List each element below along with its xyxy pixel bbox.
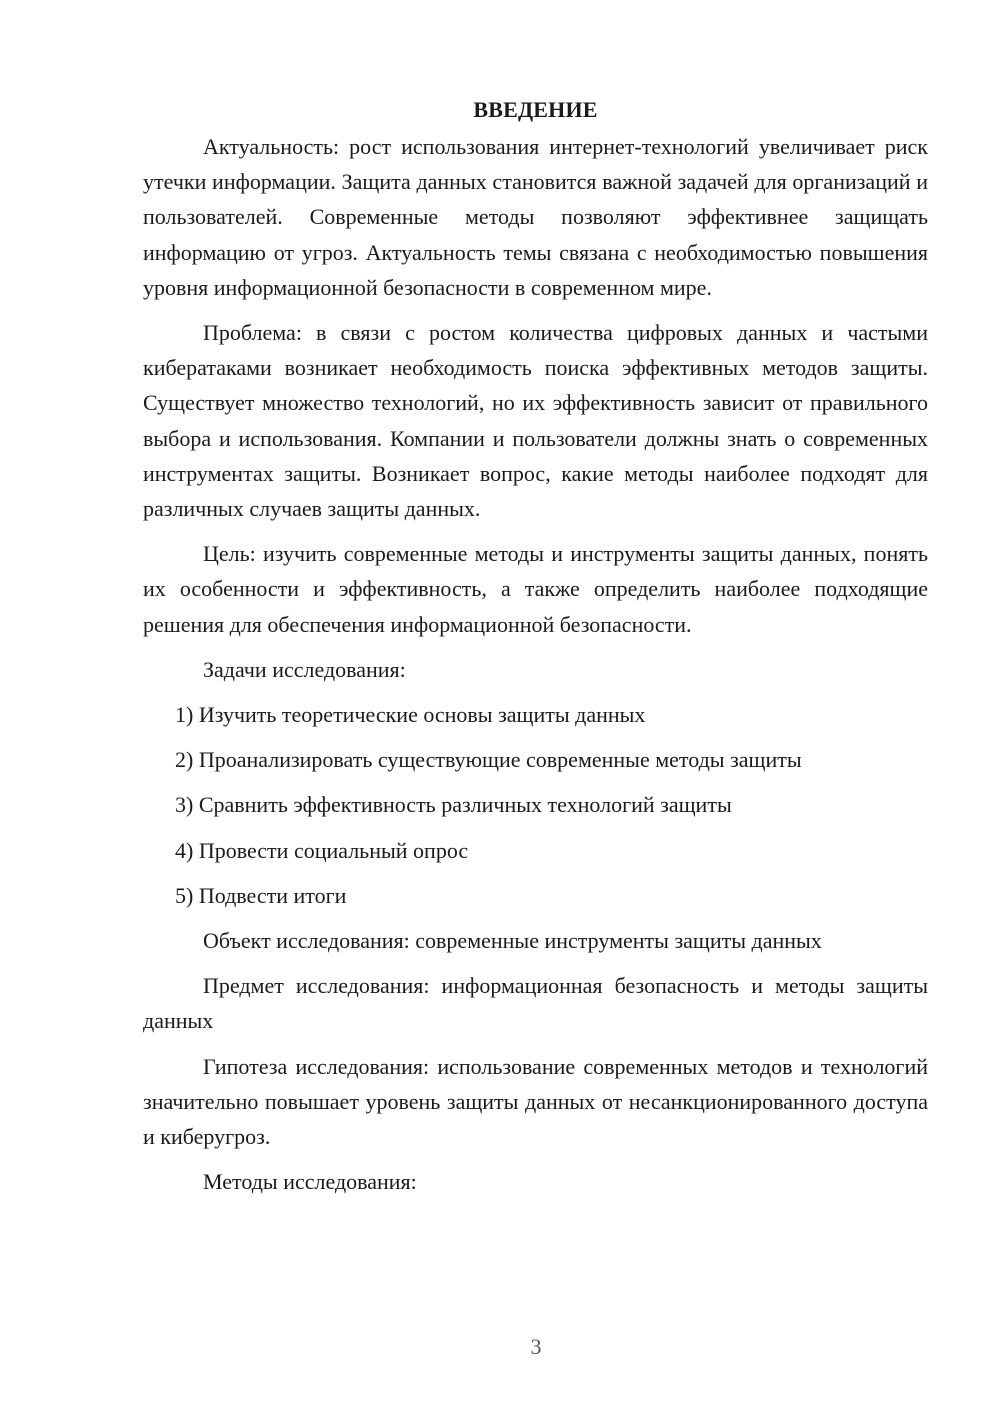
list-item: 1) Изучить теоретические основы защиты данных <box>175 702 646 728</box>
page-number: 3 <box>530 1334 542 1359</box>
paragraph-hypothesis: Гипотеза исследования: использование современных методов и технологий значительно повышает уровень защиты данных от несанкционированного доступа и киберугроз. <box>143 1053 928 1150</box>
methods-heading: Методы исследования: <box>203 1169 417 1195</box>
tasks-list <box>143 697 928 913</box>
page-title: ВВЕДЕНИЕ <box>473 97 598 122</box>
paragraph-relevance: Актуальность: рост использования интернет-технологий увеличивает риск утечки информации. Защита данных становится важной задачей для организаций и пользователей. Современные методы позволяют эффективнее защищать информацию от угроз. Актуальность темы связана с необходимостью повышения уровня информационной безопасности в современном мире. <box>143 134 928 300</box>
list-item: 3) Сравнить эффективность различных технологий защиты <box>175 792 732 818</box>
list-item: 5) Подвести итоги <box>175 882 347 908</box>
list-item: 4) Провести социальный опрос <box>175 837 469 863</box>
paragraph-subject: Предмет исследования: информационная безопасность и методы защиты данных <box>143 973 928 1034</box>
paragraph-goal: Цель: изучить современные методы и инструменты защиты данных, понять их особенности и эффективность, а также определить наиболее подходящие решения для обеспечения информационной безопасности. <box>143 541 928 637</box>
document-page <box>143 92 928 1209</box>
tasks-heading: Задачи исследования: <box>203 656 406 682</box>
list-item: 2) Проанализировать существующие современные методы защиты <box>175 747 802 773</box>
paragraph-problem: Проблема: в связи с ростом количества цифровых данных и частыми кибератаками возникает необходимость поиска эффективных методов защиты. Существует множество технологий, но их эффективность зависит от правильного выбора и использования. Компании и пользователи должны знать о современных инструментах защиты. Возникает вопрос, какие методы наиболее подходят для различных случаев защиты данных. <box>143 320 928 522</box>
paragraph-object: Объект исследования: современные инструменты защиты данных <box>203 928 822 954</box>
